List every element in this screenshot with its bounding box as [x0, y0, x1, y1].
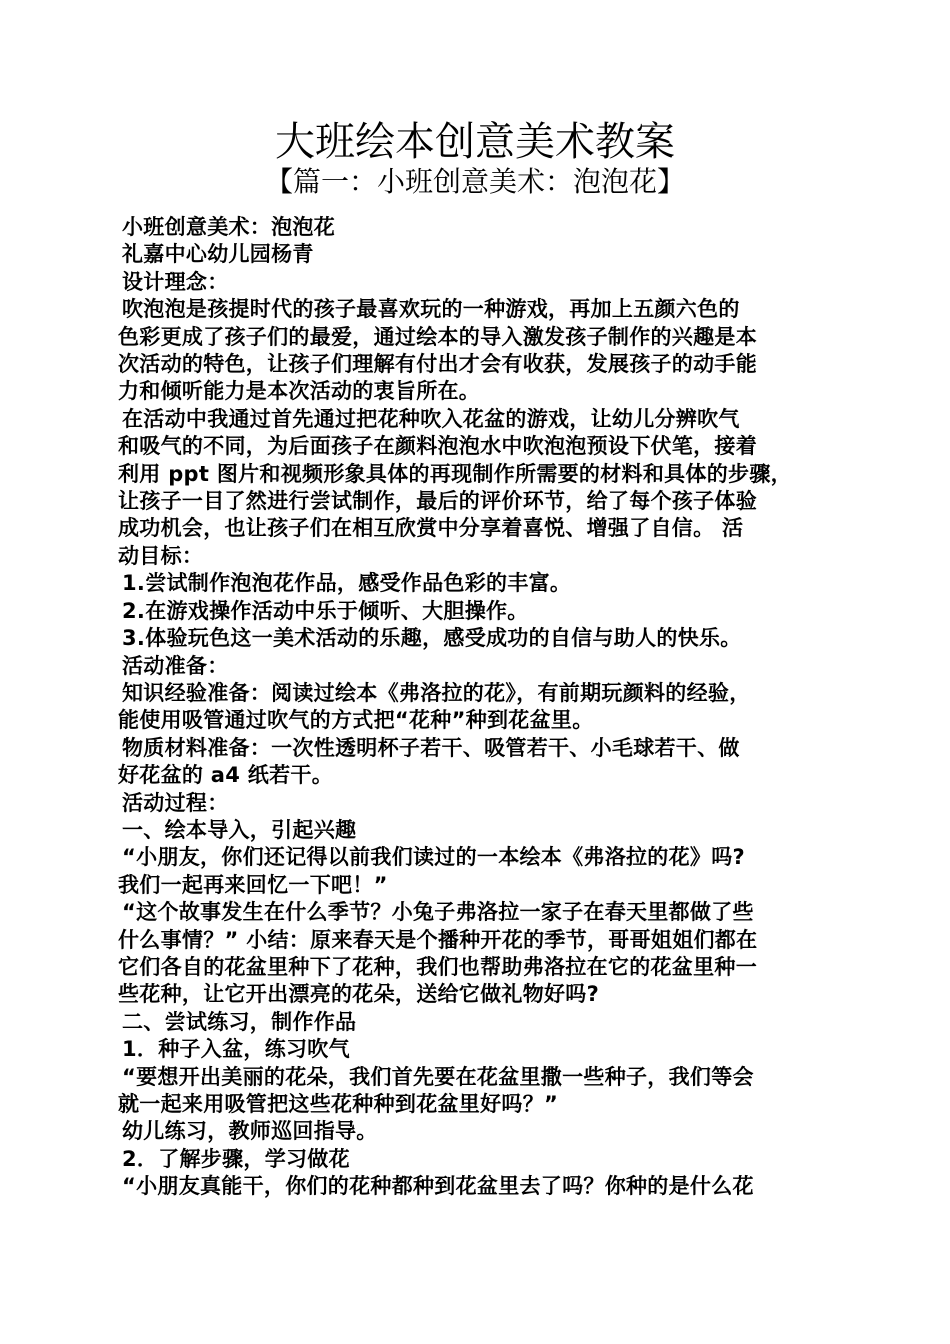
text-line: 活动准备：	[122, 653, 229, 678]
text-line: “这个故事发生在什么季节？小兔子弗洛拉一家子在春天里都做了些	[122, 900, 754, 925]
text-line: 力和倾听能力是本次活动的衷旨所在。	[118, 379, 481, 404]
text-line: 和吸气的不同，为后面孩子在颜料泡泡水中吹泡泡预设下伏笔，接着	[118, 434, 757, 459]
text-line: 什么事情？” 小结：原来春天是个播种开花的季节，哥哥姐姐们都在	[118, 927, 758, 952]
text-line: 动目标：	[118, 543, 204, 568]
text-line: 小班创意美术：泡泡花	[122, 215, 335, 239]
text-line: 它们各自的花盆里种下了花种，我们也帮助弗洛拉在它的花盆里种一	[118, 954, 757, 979]
document-body	[118, 214, 838, 1201]
document-title: 大班绘本创意美术教案	[275, 119, 675, 165]
text-line: 2.在游戏操作活动中乐于倾听、大胆操作。	[122, 598, 529, 623]
text-line: 2．了解步骤，学习做花	[122, 1146, 350, 1171]
text-line: 让孩子一目了然进行尝试制作，最后的评价环节，给了每个孩子体验	[118, 489, 757, 514]
text-line: 成功机会，也让孩子们在相互欣赏中分享着喜悦、增强了自信。 活	[118, 516, 744, 541]
text-line: 次活动的特色，让孩子们理解有付出才会有收获，发展孩子的动手能	[118, 352, 757, 377]
text-line: “要想开出美丽的花朵，我们首先要在花盆里撒一些种子，我们等会	[122, 1064, 754, 1089]
text-line: 3.体验玩色这一美术活动的乐趣，感受成功的自信与助人的快乐。	[122, 626, 742, 651]
text-line: 好花盆的 a4 纸若干。	[118, 763, 334, 788]
text-line: 1.尝试制作泡泡花作品，感受作品色彩的丰富。	[122, 571, 572, 596]
text-line: 色彩更成了孩子们的最爱，通过绘本的导入激发孩子制作的兴趣是本	[118, 324, 757, 349]
text-line: 在活动中我通过首先通过把花种吹入花盆的游戏，让幼儿分辨吹气	[122, 406, 740, 431]
text-line: 1．种子入盆，练习吹气	[122, 1037, 350, 1062]
text-line: 利用 ppt 图片和视频形象具体的再现制作所需要的材料和具体的步骤，	[118, 461, 792, 486]
text-line: 礼嘉中心幼儿园杨青	[122, 242, 314, 267]
document-subtitle: 【篇一：小班创意美术：泡泡花】	[264, 165, 685, 198]
text-line: “小朋友真能干，你们的花种都种到花盆里去了吗？你种的是什么花	[122, 1174, 754, 1199]
text-line: 活动过程：	[122, 790, 229, 815]
text-line: “小朋友，你们还记得以前我们读过的一本绘本《弗洛拉的花》吗?	[122, 845, 745, 870]
text-line: 物质材料准备：一次性透明杯子若干、吸管若干、小毛球若干、做	[122, 735, 740, 760]
text-line: 些花种，让它开出漂亮的花朵，送给它做礼物好吗?	[118, 982, 600, 1007]
text-line: 吹泡泡是孩提时代的孩子最喜欢玩的一种游戏，再加上五颜六色的	[122, 297, 740, 322]
text-line: 知识经验准备：阅读过绘本《弗洛拉的花》，有前期玩颜料的经验，	[122, 680, 751, 705]
text-line: 二、尝试练习，制作作品	[122, 1009, 357, 1034]
text-line: 就一起来用吸管把这些花种种到花盆里好吗？”	[118, 1092, 559, 1116]
text-line: 设计理念：	[122, 269, 229, 294]
text-line: 能使用吸管通过吹气的方式把“花种”种到花盆里。	[118, 708, 594, 733]
text-line: 幼儿练习，教师巡回指导。	[122, 1119, 378, 1144]
text-line: 一、绘本导入，引起兴趣	[122, 817, 357, 842]
text-line: 我们一起再来回忆一下吧！”	[118, 872, 388, 897]
